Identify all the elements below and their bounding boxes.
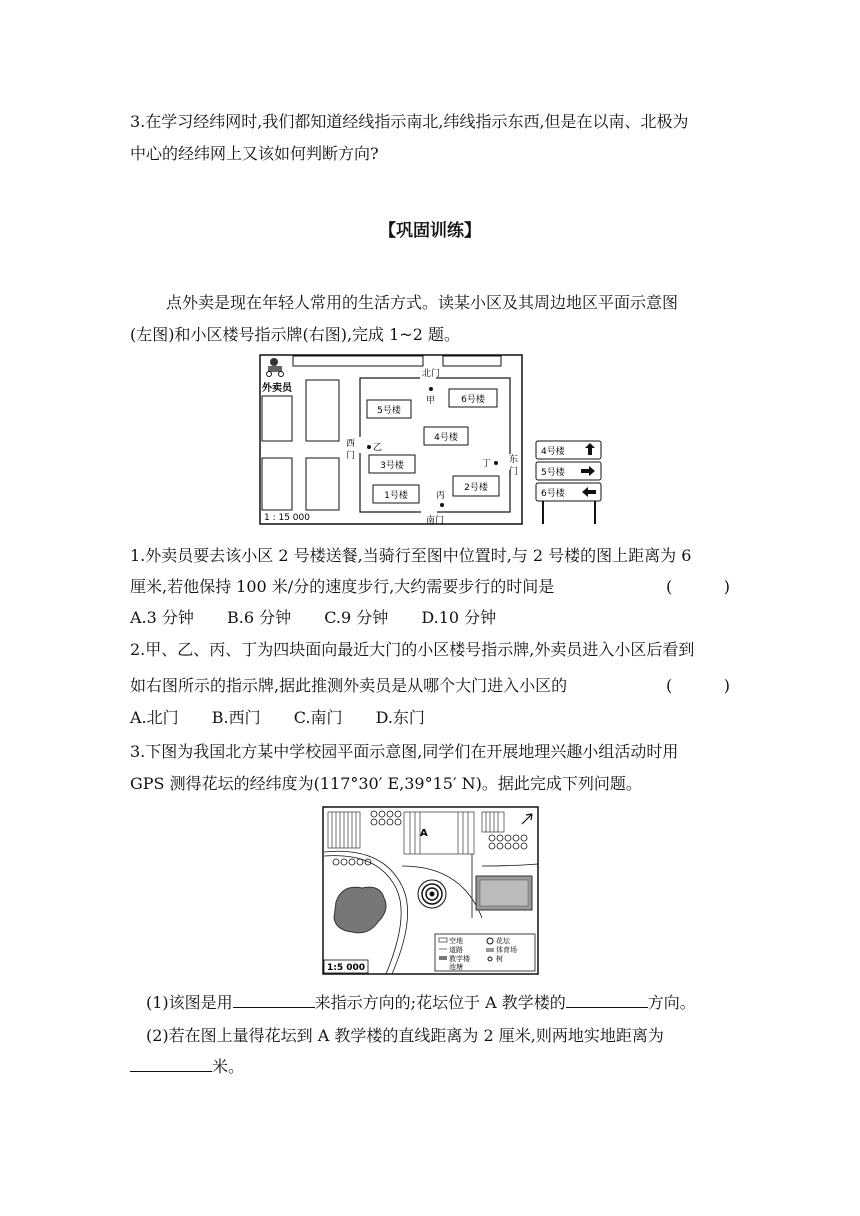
q2-line2 <box>130 676 730 696</box>
building-4: 4号楼 <box>434 433 458 443</box>
east-gate-label-1: 东 <box>509 455 519 465</box>
q2-line2-text: 如右图所示的指示牌,据此推测外卖员是从哪个大门进入小区的 <box>130 676 568 695</box>
point-bing: 丙 <box>436 491 446 501</box>
map2-scale: 1:5 000 <box>327 963 366 973</box>
sign-row1-label: 4号楼 <box>541 447 565 457</box>
q1-line1: 1.外卖员要去该小区 2 号楼送餐,当骑行至图中位置时,与 2 号楼的图上距离为 6 <box>130 546 692 565</box>
q3-line1: 3.下图为我国北方某中学校园平面示意图,同学们在开展地理兴趣小组活动时用 <box>130 742 679 761</box>
q1-paren-open: ( <box>666 577 673 596</box>
flower-bed <box>418 880 446 908</box>
q2-answer-paren <box>666 676 730 696</box>
sign-row2-label: 5号楼 <box>541 468 565 478</box>
south-gate-label: 南门 <box>426 516 445 526</box>
sub1-part2: 来指示方向的;花坛位于 A 教学楼的 <box>314 993 566 1012</box>
q1-option-d: D.10 分钟 <box>421 608 497 627</box>
sub1-blank2[interactable] <box>566 993 648 1008</box>
point-jia: 甲 <box>426 396 436 406</box>
campus-map <box>322 806 540 976</box>
passage-line2: (左图)和小区楼号指示牌(右图),完成 1~2 题。 <box>130 325 460 344</box>
west-gate-label-2: 门 <box>346 451 356 461</box>
q1-answer-paren <box>666 577 730 597</box>
q2-paren-close: ) <box>723 676 730 695</box>
point-yi: 乙 <box>373 443 383 453</box>
sub2-blank[interactable] <box>130 1057 212 1072</box>
q2-option-a: A.北门 <box>130 708 179 727</box>
building-6: 6号楼 <box>461 395 485 405</box>
building-5: 5号楼 <box>377 406 401 416</box>
sub2-line2 <box>130 1057 730 1077</box>
q2-option-d: D.东门 <box>375 708 425 727</box>
q2-options <box>130 708 730 728</box>
q1-line2 <box>130 577 730 597</box>
section-title: 【巩固训练】 <box>379 221 481 241</box>
residential-map <box>259 354 524 526</box>
q1-line2-text: 厘米,若他保持 100 米/分的速度步行,大约需要步行的时间是 <box>130 577 555 596</box>
sub1-line <box>146 993 730 1013</box>
q2-option-b: B.西门 <box>211 708 261 727</box>
q1-option-c: C.9 分钟 <box>324 608 389 627</box>
legend-stadium: 体育场 <box>496 946 517 954</box>
q1-option-b: B.6 分钟 <box>227 608 292 627</box>
sub1-blank1[interactable] <box>233 993 315 1008</box>
q2-option-c: C.南门 <box>293 708 343 727</box>
building-a-label: A <box>420 828 428 839</box>
legend-open-space: 空地 <box>449 937 463 945</box>
legend-road: 道路 <box>449 946 463 954</box>
q1-option-a: A.3 分钟 <box>130 608 194 627</box>
legend-flower-bed: 花坛 <box>496 937 510 945</box>
sports-field <box>476 876 532 910</box>
q3-line2: GPS 测得花坛的经纬度为(117°30′ E,39°15′ N)。据此完成下列问题。 <box>130 774 642 793</box>
building-1: 1号楼 <box>384 491 408 501</box>
west-gate-label-1: 西 <box>346 439 356 449</box>
q3-intro-line1: 3.在学习经纬网时,我们都知道经线指示南北,纬线指示东西,但是在以南、北极为 <box>130 112 689 131</box>
building-2: 2号楼 <box>464 483 488 493</box>
building-signboard <box>534 438 606 528</box>
legend-teaching-building: 教学楼 <box>449 955 470 963</box>
q3-intro-line2: 中心的经纬网上又该如何判断方向? <box>130 144 379 163</box>
sub2-line1: (2)若在图上量得花坛到 A 教学楼的直线距离为 2 厘米,则两地实地距离为 <box>146 1026 664 1045</box>
sub2-line2-tail: 米。 <box>212 1057 245 1076</box>
delivery-label: 外卖员 <box>262 383 292 394</box>
q2-paren-open: ( <box>666 676 673 695</box>
legend-pond: 池塘 <box>449 963 463 971</box>
north-gate-label: 北门 <box>422 369 441 379</box>
map1-scale: 1 : 15 000 <box>264 513 310 523</box>
east-gate-label-2: 门 <box>509 467 519 477</box>
q1-paren-close: ) <box>723 577 730 596</box>
sub1-part1: (1)该图是用 <box>146 993 233 1012</box>
building-3: 3号楼 <box>380 461 404 471</box>
legend-tree: 树 <box>496 955 503 963</box>
sign-row3-label: 6号楼 <box>541 489 565 499</box>
q1-options <box>130 608 730 628</box>
sub1-part3: 方向。 <box>647 993 696 1012</box>
point-ding: 丁 <box>482 459 492 469</box>
q2-line1: 2.甲、乙、丙、丁为四块面向最近大门的小区楼号指示牌,外卖员进入小区后看到 <box>130 640 695 659</box>
passage-line1: 点外卖是现在年轻人常用的生活方式。读某小区及其周边地区平面示意图 <box>166 293 679 312</box>
